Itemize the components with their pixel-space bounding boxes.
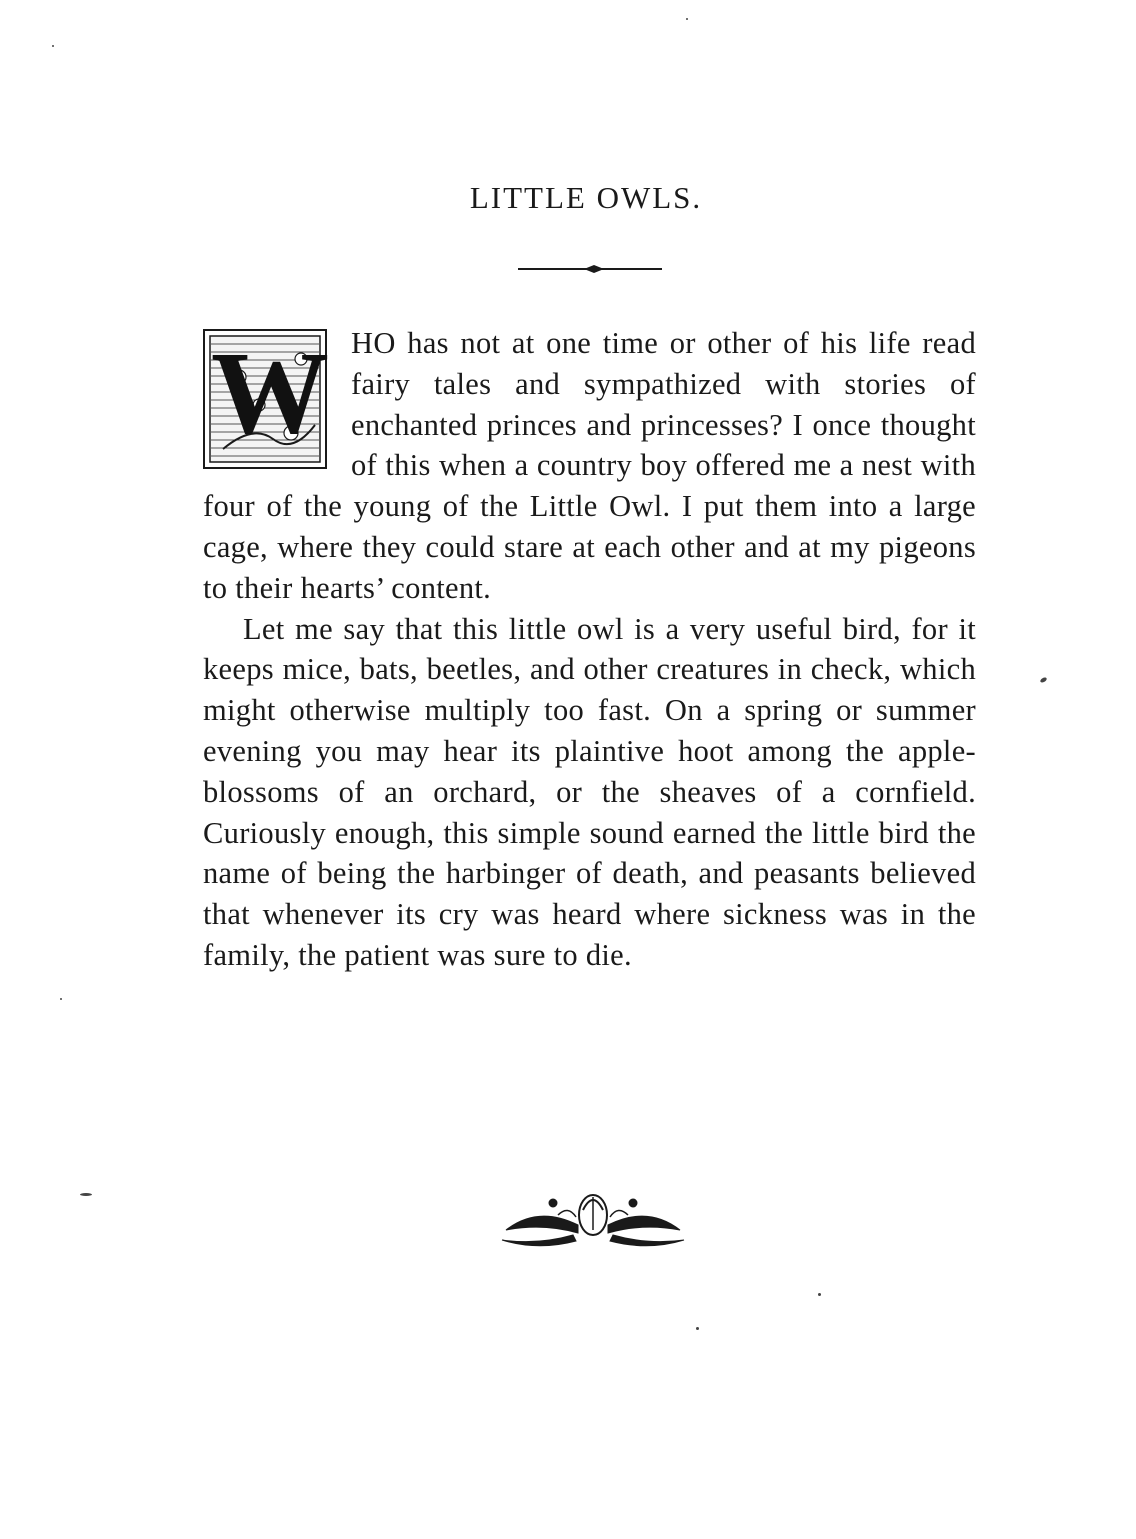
paragraph-2: Let me say that this little owl is a very useful bird, for it keeps mice, bats, beetles, and other creatures in check, which might otherwise multiply too fast. On a spring or summer evening you may hear its plaintive hoot among the apple-blossoms of an orchard, or the sheaves of a cornfield. Curiously enough, this simple sound earned the little bird the name of being the harbinger of death, and peasants believed that whenever its cry was heard where sickness was in the family, the patient was sure to die. [203,611,976,972]
title-divider-rule [518,262,662,276]
floral-tailpiece-icon [498,1185,688,1255]
paper-speck [80,1193,92,1196]
paragraph-1 [203,323,976,609]
drop-cap-initial [203,327,330,469]
paper-speck [60,998,62,1000]
paper-speck [1039,677,1047,684]
drop-cap-letter: W [211,327,330,458]
paragraph-1-text: HO has not at one time or other of his life read fairy tales and sympathized with stories of enchanted princes and princesses? I once thought of this when a country boy offered me a nest with four of the young of the Little Owl. I put them into a large cage, where they could stare at each other and at my pigeons to their hearts’ content. [203,326,976,605]
paper-speck [52,45,54,47]
chapter-text [203,323,976,976]
paper-speck [696,1327,699,1330]
paper-speck [686,18,688,20]
paper-speck [818,1293,821,1296]
chapter-title: LITTLE OWLS. [469,180,703,215]
